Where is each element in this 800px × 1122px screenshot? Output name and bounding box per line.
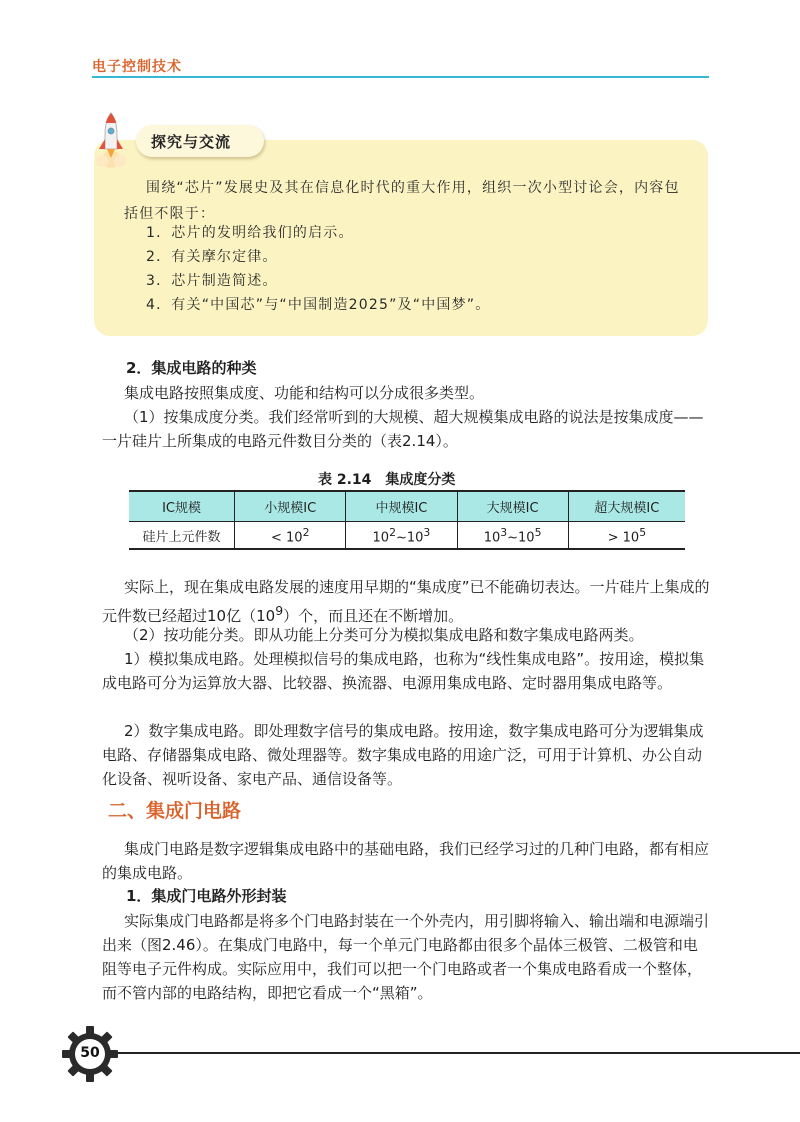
paragraph: 实际集成门电路都是将多个门电路封装在一个外壳内，用引脚将输入、输出端和电源端引出来（图2.46）。在集成门电路中，每一个单元门电路都由很多个晶体三极管、二极管和电阻等电子元件构成。实际应用中，我们可以把一个门电路或者一个集成电路看成一个整体，而不管内部的电路结构，即把它看成一个“黑箱”。 bbox=[102, 912, 710, 1002]
paragraph: 实际上，现在集成电路发展的速度用早期的“集成度”已不能确切表达。一片硅片上集成的元件数已经超过10亿$(10^9)$个，而且还在不断增加。 bbox=[102, 578, 710, 625]
paragraph: 集成电路按照集成度、功能和结构可以分成很多类型。 bbox=[124, 384, 485, 402]
table-bottom-rule bbox=[129, 548, 685, 550]
paragraph: （2）按功能分类。即从功能上分类可分为模拟集成电路和数字集成电路两类。 bbox=[124, 626, 644, 644]
explore-item: 1．芯片的发明给我们的启示。 bbox=[146, 225, 354, 241]
table-header-cell: 小规模IC bbox=[235, 492, 346, 522]
paragraph: 1）模拟集成电路。处理模拟信号的集成电路，也称为“线性集成电路”。按用途，模拟集成电路可分为运算放大器、比较器、换流器、电源用集成电路、定时器用集成电路等。 bbox=[102, 650, 705, 692]
table-cell: > $10^5$ bbox=[568, 522, 685, 550]
table-header-cell: 中规模IC bbox=[346, 492, 457, 522]
explore-item: 2．有关摩尔定律。 bbox=[146, 249, 278, 265]
section-title-gates: 二、集成门电路 bbox=[108, 800, 242, 822]
table-header-row bbox=[129, 492, 685, 522]
explore-item: 4．有关“中国芯”与“中国制造2025”及“中国梦”。 bbox=[146, 297, 491, 313]
explore-list bbox=[146, 221, 490, 317]
section-heading-package: 1．集成门电路外形封装 bbox=[126, 887, 287, 905]
explore-item: 3．芯片制造简述。 bbox=[146, 273, 278, 289]
footer-rule bbox=[118, 1052, 800, 1054]
table-cell: < $10^2$ bbox=[235, 522, 346, 550]
explore-title: 探究与交流 bbox=[151, 133, 232, 151]
table-header-cell: IC规模 bbox=[129, 492, 235, 522]
rocket-icon bbox=[88, 111, 134, 169]
table-caption: 表 2.14 集成度分类 bbox=[318, 472, 456, 488]
page-number: 50 bbox=[80, 1045, 100, 1061]
paragraph: 2）数字集成电路。即处理数字信号的集成电路。按用途，数字集成电路可分为逻辑集成电路、存储器集成电路、微处理器等。数字集成电路的用途广泛，可用于计算机、办公自动化设备、视听设备、家电产品、通信设备等。 bbox=[102, 722, 704, 788]
table-cell: $10^3\sim 10^5$ bbox=[457, 522, 568, 550]
paragraph: 集成门电路是数字逻辑集成电路中的基础电路，我们已经学习过的几种门电路，都有相应的集成电路。 bbox=[102, 840, 710, 882]
paragraph: （1）按集成度分类。我们经常听到的大规模、超大规模集成电路的说法是按集成度——一片硅片上所集成的电路元件数目分类的（表2.14）。 bbox=[102, 408, 704, 450]
integration-table bbox=[129, 492, 685, 549]
table-row-label: 硅片上元件数 bbox=[129, 522, 235, 550]
section-heading-types: 2．集成电路的种类 bbox=[126, 359, 257, 377]
table-row bbox=[129, 522, 685, 550]
book-title: 电子控制技术 bbox=[92, 59, 182, 75]
table-header-cell: 超大规模IC bbox=[568, 492, 685, 522]
table-header-cell: 大规模IC bbox=[457, 492, 568, 522]
table-cell: $10^2\sim 10^3$ bbox=[346, 522, 457, 550]
explore-intro: 围绕“芯片”发展史及其在信息化时代的重大作用，组织一次小型讨论会，内容包括但不限于： bbox=[124, 180, 680, 222]
header-rule bbox=[92, 76, 709, 78]
